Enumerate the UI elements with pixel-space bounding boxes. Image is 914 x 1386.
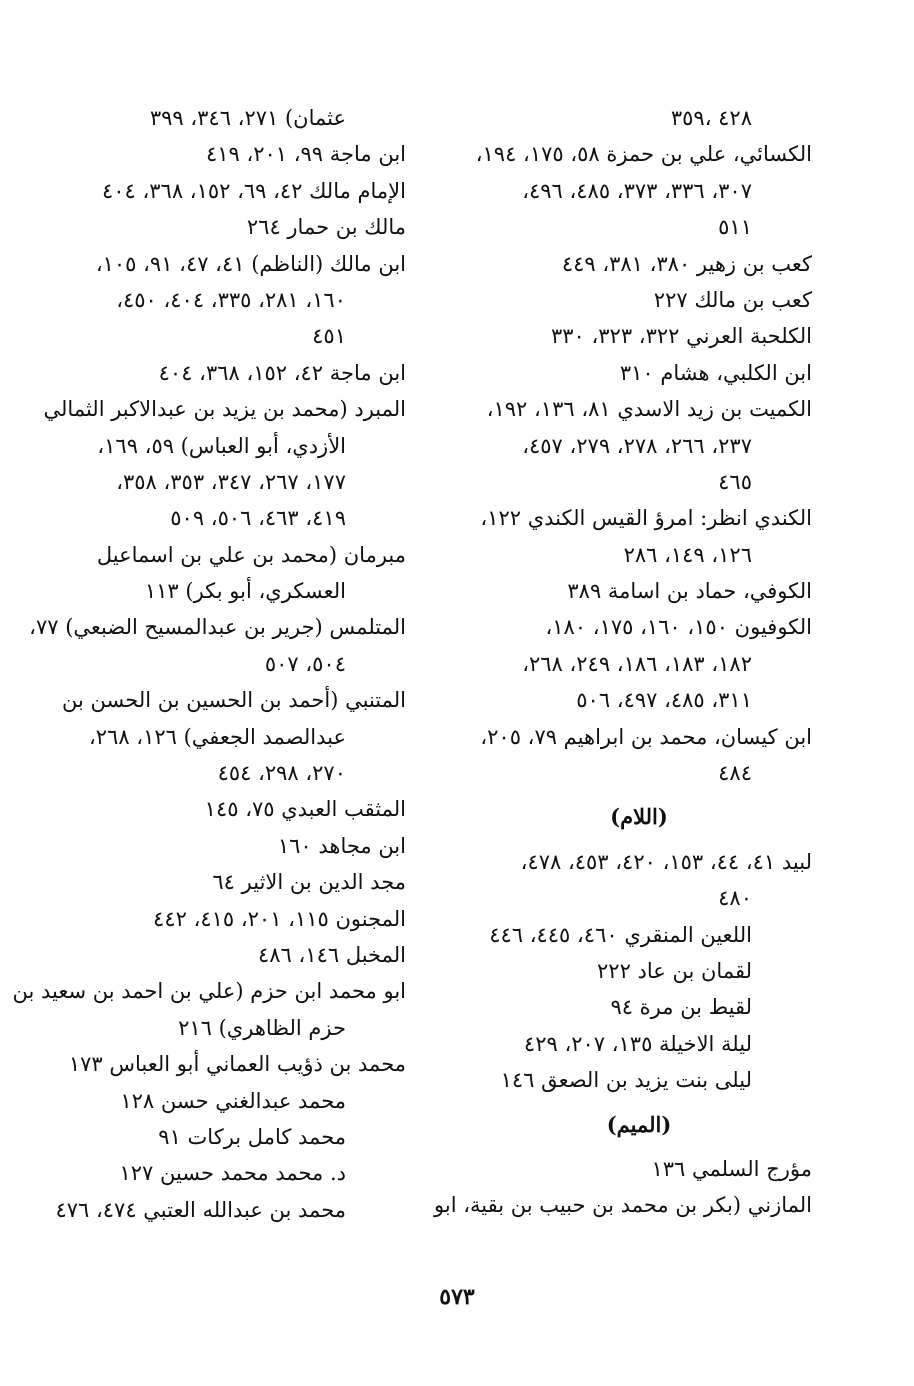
index-continuation: لقيط بن مرة ٩٤ xyxy=(610,995,752,1020)
index-entry: المازني (بكر بن محمد بن حبيب بن بقية، ابو xyxy=(434,1193,812,1218)
index-entry: كعب بن زهير ٣٨٠، ٣٨١، ٤٤٩ xyxy=(561,251,812,276)
index-entry: ابن مجاهد ١٦٠ xyxy=(277,833,406,858)
index-continuation: ١٨٢، ١٨٣، ١٨٦، ٢٤٩، ٢٦٨، xyxy=(522,651,752,676)
index-entry: الكلحبة العرني ٣٢٢، ٣٢٣، ٣٣٠ xyxy=(550,324,812,349)
index-entry: لبيد ٤١، ٤٤، ١٥٣، ٤٢٠، ٤٥٣، ٤٧٨، xyxy=(520,849,812,874)
index-continuation: ليلة الاخيلة ١٣٥، ٢٠٧، ٤٢٩ xyxy=(523,1031,752,1056)
index-entry: المجنون ١١٥، ٢٠١، ٤١٥، ٤٤٢ xyxy=(153,906,406,931)
index-entry: ابن الكلبي، هشام ٣١٠ xyxy=(619,360,812,385)
index-entry: مؤرج السلمي ١٣٦ xyxy=(651,1156,812,1181)
index-continuation: عثمان) ٢٧١، ٣٤٦، ٣٩٩ xyxy=(149,106,346,130)
index-continuation: ليلى بنت يزيد بن الصعق ١٤٦ xyxy=(500,1068,752,1093)
section-heading: (الميم) xyxy=(606,1111,672,1137)
index-entry: الكميت بن زيد الاسدي ٨١، ١٣٦، ١٩٢، xyxy=(486,397,812,422)
left-column xyxy=(12,100,406,1228)
index-continuation: لقمان بن عاد ٢٢٢ xyxy=(597,958,752,983)
index-entry: كعب بن مالك ٢٢٧ xyxy=(653,287,812,312)
index-entry: ابن كيسان، محمد بن ابراهيم ٧٩، ٢٠٥، xyxy=(480,724,812,749)
index-entry: محمد بن ذؤيب العماني أبو العباس ١٧٣ xyxy=(68,1052,406,1077)
index-entry: الكوفيون ١٥٠، ١٦٠، ١٧٥، ١٨٠، xyxy=(545,615,812,640)
index-continuation: ١٢٦، ١٤٩، ٢٨٦ xyxy=(623,542,752,567)
page-number: ٥٧٣ xyxy=(439,1284,475,1310)
index-continuation: ٢٧٠، ٢٩٨، ٤٥٤ xyxy=(217,761,346,786)
index-continuation: الأزدي، أبو العباس) ٥٩، ١٦٩، xyxy=(97,433,346,458)
index-continuation: محمد عبدالغني حسن ١٢٨ xyxy=(120,1088,346,1113)
index-entry: ابو محمد ابن حزم (علي بن احمد بن سعيد بن xyxy=(12,979,406,1004)
index-continuation: ٢٣٧، ٢٦٦، ٢٧٨، ٢٧٩، ٤٥٧، xyxy=(522,433,752,458)
index-entry: الكسائي، علي بن حمزة ٥٨، ١٧٥، ١٩٤، xyxy=(475,142,812,167)
index-continuation: اللعين المنقري ٤٦٠، ٤٤٥، ٤٤٦ xyxy=(489,922,752,947)
index-continuation: ٤٨٤ xyxy=(718,761,752,786)
index-entry: المخبل ١٤٦، ٤٨٦ xyxy=(258,942,406,967)
index-continuation: العسكري، أبو بكر) ١١٣ xyxy=(144,579,346,604)
index-continuation: ٣١١، ٤٨٥، ٤٩٧، ٥٠٦ xyxy=(576,688,752,713)
index-continuation: ٤٢٨ ،٣٥٩ xyxy=(670,106,752,130)
index-continuation: ١٧٧، ٢٦٧، ٣٤٧، ٣٥٣، ٣٥٨، xyxy=(116,469,346,494)
index-continuation: محمد كامل بركات ٩١ xyxy=(158,1124,346,1149)
index-continuation: محمد بن عبدالله العتبي ٤٧٤، ٤٧٦ xyxy=(55,1197,346,1222)
index-entry: مجد الدين بن الاثير ٦٤ xyxy=(212,870,406,895)
section-heading: (اللام) xyxy=(610,804,668,830)
index-continuation: ٤٨٠ xyxy=(718,886,752,911)
index-continuation: ٤٦٥ xyxy=(718,469,752,494)
index-entry: المثقب العبدي ٧٥، ١٤٥ xyxy=(204,797,406,822)
index-entry: الكندي انظر: امرؤ القيس الكندي ١٢٢، xyxy=(480,506,812,531)
index-entry: ابن ماجة ٩٩، ٢٠١، ٤١٩ xyxy=(205,142,406,167)
index-entry: المتلمس (جرير بن عبدالمسيح الضبعي) ٧٧، xyxy=(29,615,406,640)
index-continuation: ٣٠٧، ٣٣٦، ٣٧٣، ٤٨٥، ٤٩٦، xyxy=(522,178,752,203)
index-entry: المتنبي (أحمد بن الحسين بن الحسن بن xyxy=(62,688,406,713)
index-continuation: ١٦٠، ٢٨١، ٣٣٥، ٤٠٤، ٤٥٠، xyxy=(116,287,346,312)
index-continuation: ٥٠٤، ٥٠٧ xyxy=(264,651,346,676)
index-entry: المبرد (محمد بن يزيد بن عبدالاكبر الثمالي xyxy=(43,397,406,422)
index-entry: ابن ماجة ٤٢، ١٥٢، ٣٦٨، ٤٠٤ xyxy=(158,360,406,385)
index-continuation: ٥١١ xyxy=(718,215,752,240)
index-continuation: ٤١٩، ٤٦٣، ٥٠٦، ٥٠٩ xyxy=(170,506,346,531)
index-entry: الإمام مالك ٤٢، ٦٩، ١٥٢، ٣٦٨، ٤٠٤ xyxy=(101,178,406,203)
index-continuation: عبدالصمد الجعفي) ١٢٦، ٢٦٨، xyxy=(88,724,346,749)
index-entry: مالك بن حمار ٢٦٤ xyxy=(246,215,406,240)
index-entry: ابن مالك (الناظم) ٤١، ٤٧، ٩١، ١٠٥، xyxy=(95,251,406,276)
index-continuation: حزم الظاهري) ٢١٦ xyxy=(178,1015,346,1040)
index-continuation: ٤٥١ xyxy=(312,324,346,349)
index-entry: مبرمان (محمد بن علي بن اسماعيل xyxy=(96,542,406,567)
index-continuation: د. محمد محمد حسين ١٢٧ xyxy=(119,1161,346,1186)
right-column xyxy=(434,100,812,1224)
index-entry: الكوفي، حماد بن اسامة ٣٨٩ xyxy=(567,579,812,604)
